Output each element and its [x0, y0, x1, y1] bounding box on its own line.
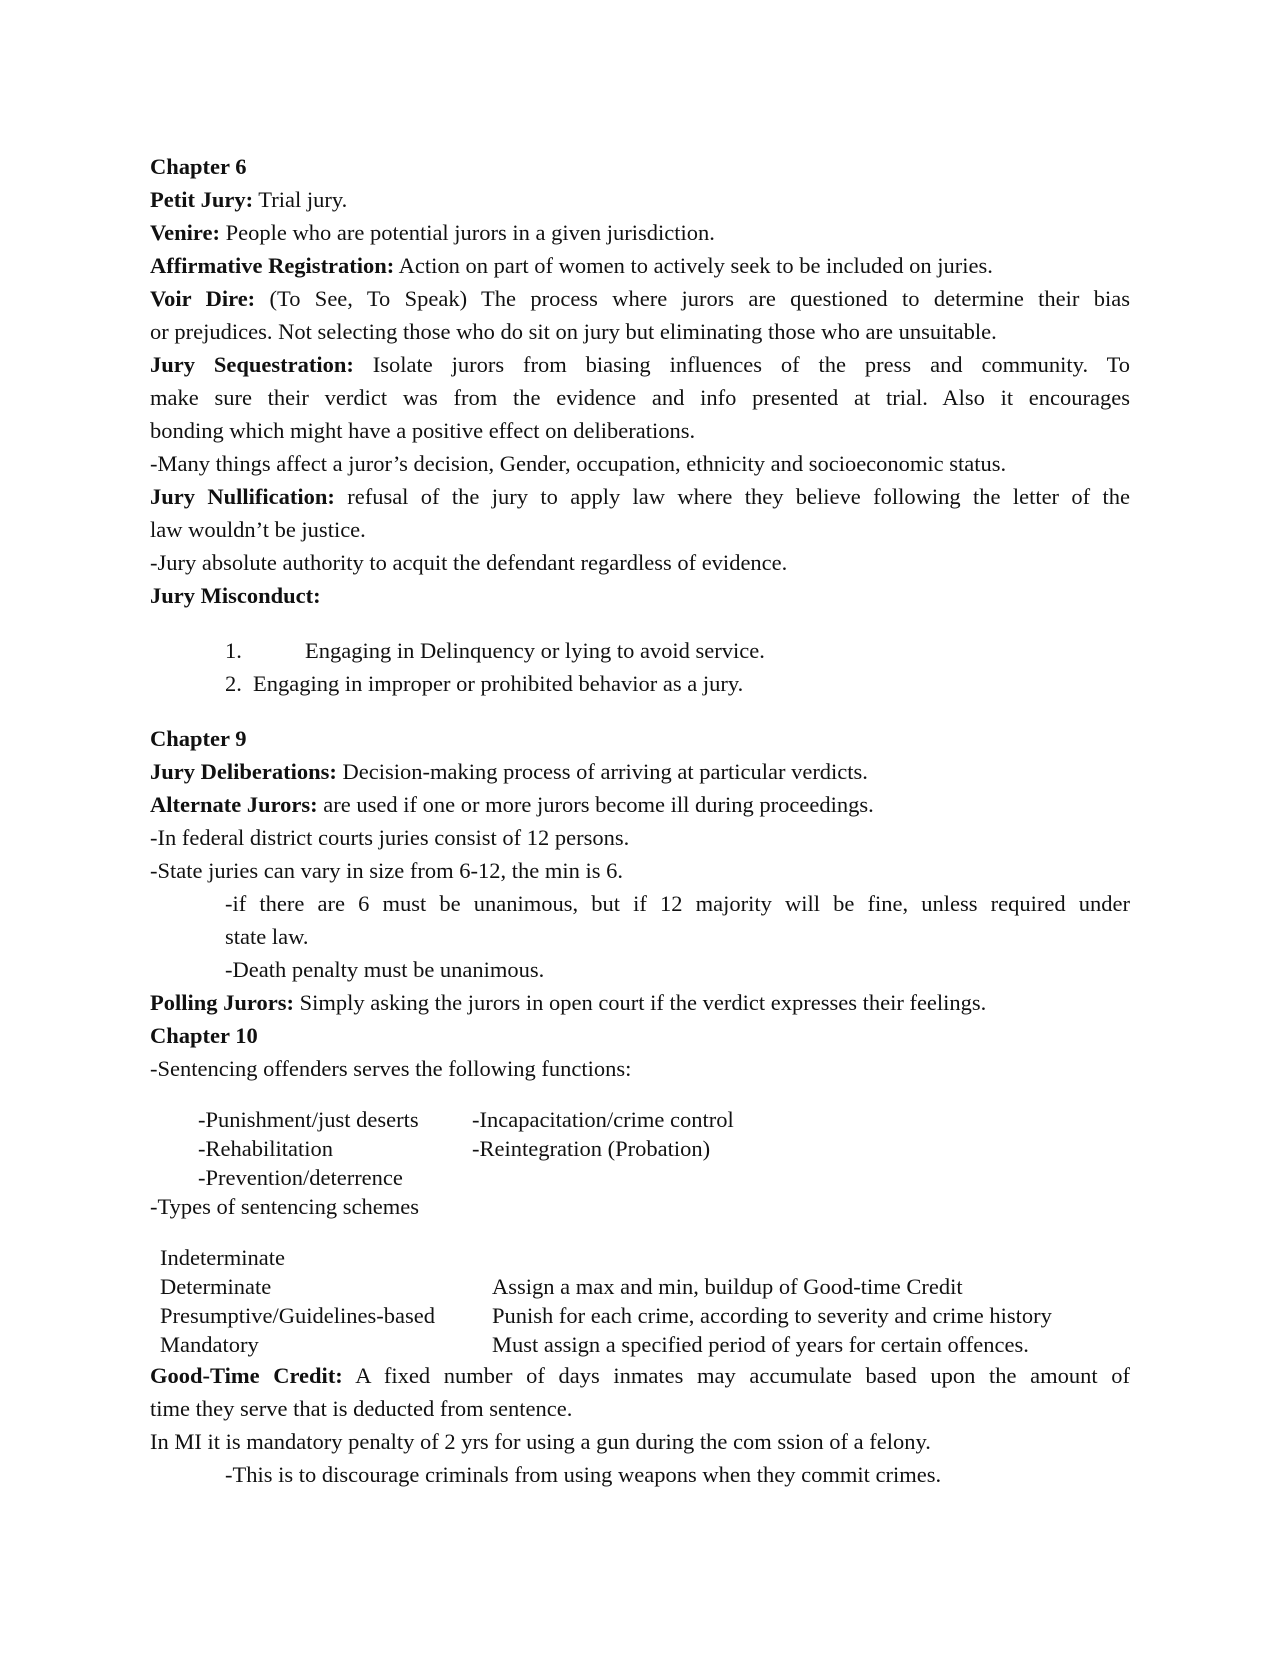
unanimity-note-line-2: state law. [225, 924, 309, 949]
chapter-6-heading: Chapter 6 [150, 154, 247, 179]
scheme-name: Determinate [160, 1274, 272, 1299]
chapter-10-heading: Chapter 10 [150, 1023, 258, 1048]
definition: Simply asking the jurors in open court if the verdict expresses their feelings. [293, 990, 987, 1015]
sentencing-functions-table [150, 1105, 1130, 1192]
jury-sequestration-entry-line-1 [150, 348, 1130, 381]
affirmative-registration-entry [150, 249, 1130, 282]
document-body [150, 150, 1130, 1491]
functions-row [150, 1163, 1130, 1192]
alternate-jurors-entry [150, 788, 1130, 821]
definition: Trial jury. [253, 187, 348, 212]
jury-misconduct-term: Jury Misconduct: [150, 583, 321, 608]
definition: Decision-making process of arriving at particular verdicts. [336, 759, 868, 784]
jury-deliberations-entry [150, 755, 1130, 788]
term: Affirmative Registration: [150, 253, 395, 278]
term: Venire: [150, 220, 220, 245]
definition: A fixed number of days inmates may accumulate based upon the amount of [342, 1363, 1131, 1388]
jury-sequestration-entry-line-3: bonding which might have a positive effect on deliberations. [150, 418, 696, 443]
term: Jury Nullification: [150, 484, 335, 509]
definition: (To See, To Speak) The process where jurors are questioned to determine their bias [255, 286, 1130, 311]
scheme-description: Must assign a specified period of years for certain offences. [492, 1332, 1029, 1357]
function-left: -Prevention/deterrence [198, 1165, 403, 1190]
scheme-name: Indeterminate [160, 1245, 285, 1270]
death-penalty-note: -Death penalty must be unanimous. [225, 957, 545, 982]
sentencing-schemes-table [150, 1243, 1130, 1359]
jury-sequestration-entry-line-2: make sure their verdict was from the evidence and info presented at trial. Also it encourages [150, 385, 1130, 410]
scheme-row [150, 1243, 1130, 1272]
scheme-row [150, 1301, 1130, 1330]
functions-row [150, 1134, 1130, 1163]
unanimity-note-line-1: -if there are 6 must be unanimous, but if 12 majority will be fine, unless required under [225, 891, 1130, 916]
definition: Action on part of women to actively seek to be included on juries. [394, 253, 993, 278]
term: Jury Deliberations: [150, 759, 337, 784]
jury-nullification-entry-line-2: law wouldn’t be justice. [150, 517, 366, 542]
voir-dire-entry-line-2: or prejudices. Not selecting those who do sit on jury but eliminating those who are unsuitable. [150, 319, 997, 344]
scheme-name: Presumptive/Guidelines-based [160, 1303, 435, 1328]
definition: People who are potential jurors in a given jurisdiction. [220, 220, 715, 245]
term: Good-Time Credit: [150, 1363, 343, 1388]
scheme-description: Punish for each crime, according to severity and crime history [492, 1303, 1052, 1328]
definition: refusal of the jury to apply law where they believe following the letter of the [334, 484, 1130, 509]
misconduct-list-item [150, 634, 1130, 667]
term: Voir Dire: [150, 286, 256, 311]
voir-dire-entry-line-1 [150, 282, 1130, 315]
function-left: -Punishment/just deserts [198, 1107, 419, 1132]
scheme-row [150, 1272, 1130, 1301]
scheme-row [150, 1330, 1130, 1359]
good-time-credit-entry-line-1 [150, 1359, 1130, 1392]
list-number: 2. [225, 671, 242, 696]
scheme-description: Assign a max and min, buildup of Good-time Credit [492, 1274, 963, 1299]
list-number: 1. [225, 638, 242, 663]
function-left: -Rehabilitation [198, 1136, 333, 1161]
gun-penalty-purpose-note: -This is to discourage criminals from using weapons when they commit crimes. [225, 1462, 942, 1487]
list-text: Engaging in improper or prohibited behavior as a jury. [253, 671, 744, 696]
polling-jurors-entry [150, 986, 1130, 1019]
term: Jury Sequestration: [150, 352, 354, 377]
functions-row [150, 1105, 1130, 1134]
state-juries-note: -State juries can vary in size from 6-12, the min is 6. [150, 858, 624, 883]
function-right: -Incapacitation/crime control [472, 1107, 734, 1132]
juror-decision-note: -Many things affect a juror’s decision, Gender, occupation, ethnicity and socioeconomic status. [150, 451, 1007, 476]
term: Polling Jurors: [150, 990, 294, 1015]
spacer [150, 700, 1130, 722]
spacer [150, 612, 1130, 634]
term: Alternate Jurors: [150, 792, 318, 817]
list-text: Engaging in Delinquency or lying to avoid service. [305, 638, 765, 663]
federal-juries-note: -In federal district courts juries consist of 12 persons. [150, 825, 630, 850]
misconduct-list-item [150, 667, 1130, 700]
spacer [150, 1221, 1130, 1243]
jury-nullification-entry-line-1 [150, 480, 1130, 513]
sentencing-schemes-intro: -Types of sentencing schemes [150, 1194, 419, 1219]
venire-entry [150, 216, 1130, 249]
jury-authority-note: -Jury absolute authority to acquit the defendant regardless of evidence. [150, 550, 788, 575]
spacer [150, 1085, 1130, 1105]
definition: Isolate jurors from biasing influences of the press and community. To [353, 352, 1131, 377]
function-right: -Reintegration (Probation) [472, 1136, 711, 1161]
good-time-credit-entry-line-2: time they serve that is deducted from sentence. [150, 1396, 573, 1421]
sentencing-functions-intro: -Sentencing offenders serves the following functions: [150, 1056, 632, 1081]
petit-jury-entry [150, 183, 1130, 216]
scheme-name: Mandatory [160, 1332, 259, 1357]
chapter-9-heading: Chapter 9 [150, 726, 247, 751]
term: Petit Jury: [150, 187, 254, 212]
michigan-gun-penalty-note: In MI it is mandatory penalty of 2 yrs for using a gun during the com ssion of a felony. [150, 1429, 931, 1454]
definition: are used if one or more jurors become ill during proceedings. [317, 792, 874, 817]
